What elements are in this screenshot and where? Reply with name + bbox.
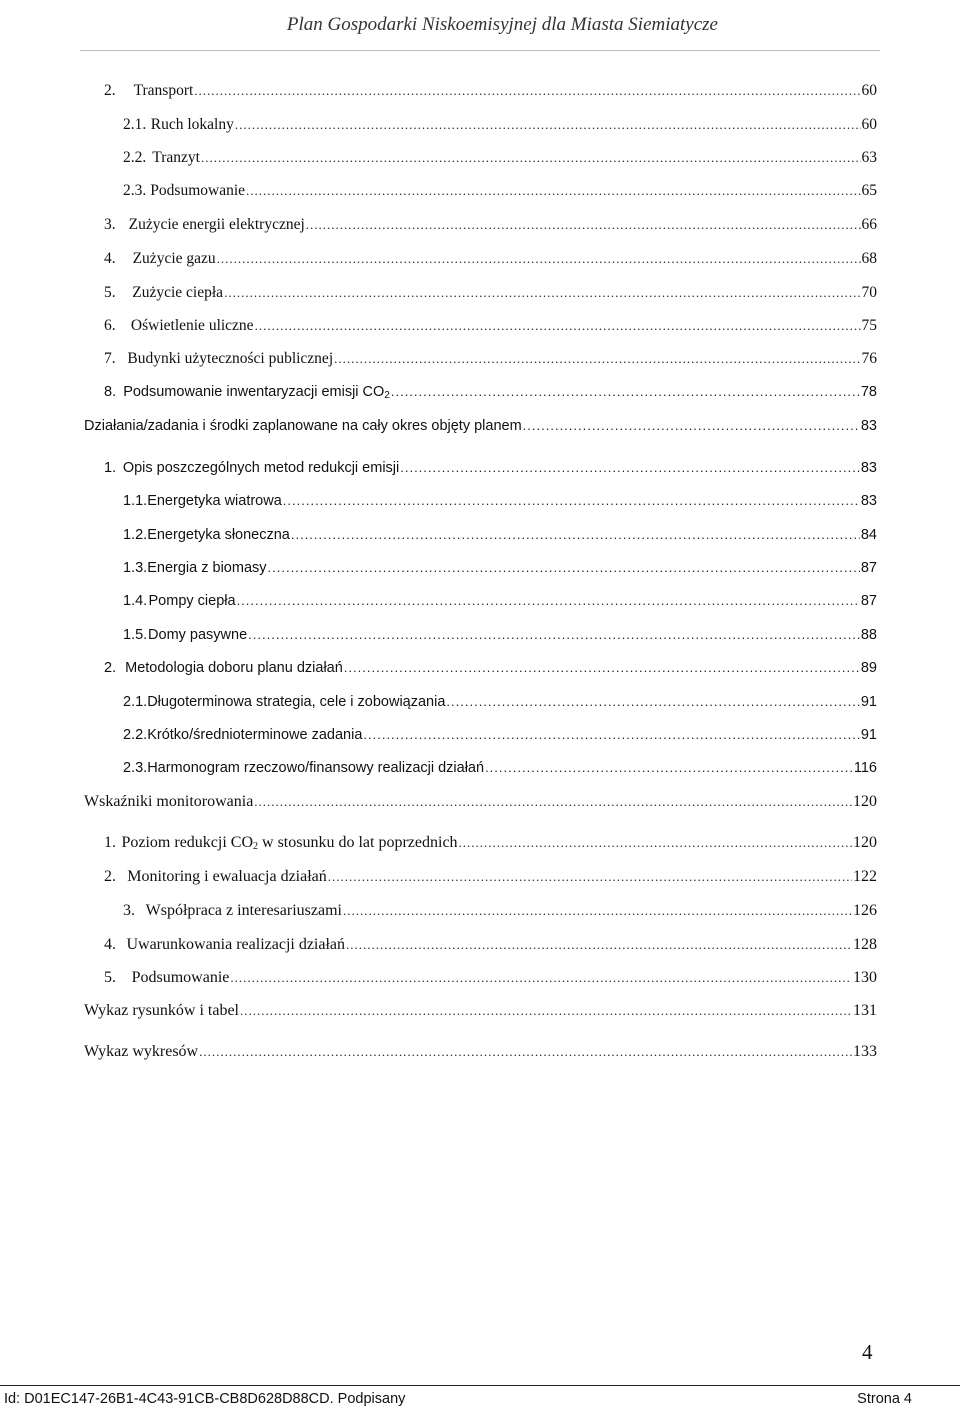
toc-dot-leader bbox=[235, 114, 861, 136]
toc-entry-title-text: Budynki użyteczności publicznej bbox=[127, 350, 334, 367]
toc-entry-subscript: 2 bbox=[384, 390, 390, 401]
toc-entry-number: 1. bbox=[104, 834, 116, 851]
toc-entry[interactable] bbox=[84, 1041, 877, 1063]
toc-entry-page: 83 bbox=[860, 460, 877, 476]
toc-dot-leader bbox=[201, 147, 861, 169]
toc-entry-page: 91 bbox=[860, 694, 877, 710]
toc-entry-title-text: Energia z biomasy bbox=[147, 560, 267, 576]
toc-entry[interactable] bbox=[123, 724, 877, 746]
toc-dot-leader bbox=[230, 967, 852, 989]
toc-entry-page: 78 bbox=[860, 384, 877, 400]
toc-entry-number: 2. bbox=[104, 660, 117, 676]
toc-entry-number: 1.3. bbox=[123, 560, 148, 576]
toc-entry-title bbox=[147, 557, 266, 579]
toc-entry-number: 3. bbox=[104, 216, 116, 233]
toc-entry-number: 2.1. bbox=[123, 116, 147, 133]
toc-dot-leader bbox=[523, 415, 860, 437]
toc-entry-page: 91 bbox=[860, 727, 877, 743]
toc-entry[interactable] bbox=[123, 900, 877, 922]
toc-entry[interactable] bbox=[104, 248, 877, 270]
toc-dot-leader bbox=[254, 791, 852, 813]
toc-entry-number: 2.1. bbox=[123, 694, 148, 710]
toc-entry-title-text: Transport bbox=[133, 82, 194, 99]
footer-divider bbox=[0, 1385, 960, 1386]
toc-entry[interactable] bbox=[104, 282, 877, 304]
toc-entry-page: 60 bbox=[861, 116, 877, 133]
toc-dot-leader bbox=[255, 315, 861, 337]
toc-entry-page: 87 bbox=[860, 593, 877, 609]
toc-dot-leader bbox=[328, 866, 852, 888]
toc-entry[interactable] bbox=[123, 180, 877, 202]
toc-dot-leader bbox=[343, 900, 852, 922]
toc-entry-title bbox=[149, 590, 236, 612]
toc-entry-page: 76 bbox=[861, 350, 877, 367]
toc-entry-title-text: Harmonogram rzeczowo/finansowy realizacji działań bbox=[147, 760, 485, 776]
toc-entry-title-text: Pompy ciepła bbox=[148, 593, 236, 609]
document-header-title: Plan Gospodarki Niskoemisyjnej dla Miasta Siemiatycze bbox=[286, 14, 718, 35]
toc-entry-number: 1.2. bbox=[123, 527, 148, 543]
toc-entry-title bbox=[147, 757, 484, 779]
toc-entry-title bbox=[84, 791, 253, 813]
toc-entry[interactable] bbox=[104, 381, 877, 403]
toc-entry-title bbox=[152, 147, 200, 169]
toc-dot-leader bbox=[346, 934, 852, 956]
toc-entry-title bbox=[126, 934, 345, 956]
toc-entry-number: 2.2. bbox=[123, 727, 148, 743]
toc-entry-title-text: Wykaz wykresów bbox=[84, 1043, 199, 1060]
toc-entry-page: 60 bbox=[861, 82, 877, 99]
toc-entry-number: 2. bbox=[104, 82, 116, 99]
toc-entry-title-text: Zużycie ciepła bbox=[132, 284, 224, 301]
toc-entry-title-text: Podsumowanie inwentaryzacji emisji CO bbox=[123, 384, 385, 400]
toc-entry-title-text: Krótko/średnioterminowe zadania bbox=[147, 727, 363, 743]
toc-entry-number: 4. bbox=[104, 250, 116, 267]
toc-entry[interactable] bbox=[123, 757, 877, 779]
toc-entry-title bbox=[129, 214, 305, 236]
toc-entry-page: 130 bbox=[853, 969, 877, 986]
toc-entry-title bbox=[127, 866, 326, 888]
footer-document-id: Id: D01EC147-26B1-4C43-91CB-CB8D628D88CD. Podpisany bbox=[4, 1391, 406, 1407]
toc-entry-title-text: Oświetlenie uliczne bbox=[130, 317, 254, 334]
toc-entry[interactable] bbox=[123, 524, 877, 546]
toc-entry-title-text: Domy pasywne bbox=[148, 627, 248, 643]
toc-entry-page: 133 bbox=[853, 1043, 877, 1060]
toc-entry-title-text: Opis poszczególnych metod redukcji emisji bbox=[122, 460, 400, 476]
toc-entry-number: 4. bbox=[104, 936, 116, 953]
toc-entry-title bbox=[146, 900, 342, 922]
toc-entry-title bbox=[147, 490, 282, 512]
toc-dot-leader bbox=[306, 214, 861, 236]
toc-entry[interactable] bbox=[123, 590, 877, 612]
toc-dot-leader bbox=[485, 757, 853, 779]
toc-entry-title bbox=[127, 348, 333, 370]
toc-dot-leader bbox=[194, 80, 860, 102]
toc-entry[interactable] bbox=[104, 457, 877, 479]
toc-entry-title bbox=[134, 80, 194, 102]
toc-entry-page: 131 bbox=[853, 1002, 877, 1019]
toc-entry[interactable] bbox=[104, 934, 877, 956]
toc-entry-title-text: Monitoring i ewaluacja działań bbox=[127, 868, 327, 885]
toc-dot-leader bbox=[446, 691, 859, 713]
toc-entry-page: 122 bbox=[853, 868, 877, 885]
toc-entry-title-text: Zużycie gazu bbox=[132, 250, 216, 267]
toc-entry-title-continuation: w stosunku do lat poprzednich bbox=[258, 834, 458, 851]
toc-entry[interactable] bbox=[123, 691, 877, 713]
toc-entry-title-text: Uwarunkowania realizacji działań bbox=[126, 936, 346, 953]
toc-entry-title-text: Działania/zadania i środki zaplanowane na cały okres objęty planem bbox=[84, 418, 522, 434]
toc-entry[interactable] bbox=[123, 624, 877, 646]
toc-entry-title bbox=[132, 282, 223, 304]
toc-dot-leader bbox=[217, 248, 861, 270]
toc-dot-leader bbox=[224, 282, 860, 304]
toc-entry-title-text: Podsumowanie bbox=[150, 182, 246, 199]
toc-entry-page: 83 bbox=[860, 493, 877, 509]
toc-entry-title-text: Energetyka słoneczna bbox=[147, 527, 290, 543]
toc-dot-leader bbox=[248, 624, 860, 646]
toc-entry-title-text: Długoterminowa strategia, cele i zobowiązania bbox=[147, 694, 446, 710]
toc-entry[interactable] bbox=[84, 791, 877, 813]
toc-entry-title-text: Metodologia doboru planu działań bbox=[125, 660, 343, 676]
toc-dot-leader bbox=[199, 1041, 852, 1063]
toc-dot-leader bbox=[291, 524, 860, 546]
toc-dot-leader bbox=[240, 1000, 852, 1022]
toc-entry-title-text: Wykaz rysunków i tabel bbox=[84, 1002, 239, 1019]
toc-entry[interactable] bbox=[104, 80, 877, 102]
toc-entry-title-text: Podsumowanie bbox=[131, 969, 230, 986]
toc-entry-page: 70 bbox=[861, 284, 877, 301]
toc-entry-title bbox=[147, 524, 290, 546]
toc-entry[interactable] bbox=[84, 1000, 877, 1022]
footer-page-label: Strona 4 bbox=[857, 1391, 912, 1407]
page-number: 4 bbox=[862, 1340, 873, 1364]
toc-dot-leader bbox=[334, 348, 860, 370]
toc-entry-subscript: 2 bbox=[253, 841, 259, 852]
toc-entry-title bbox=[121, 832, 457, 858]
toc-dot-leader bbox=[344, 657, 860, 679]
toc-entry-title bbox=[150, 180, 245, 202]
toc-entry[interactable] bbox=[104, 832, 877, 854]
toc-dot-leader bbox=[283, 490, 860, 512]
toc-entry-title-text: Ruch lokalny bbox=[150, 116, 234, 133]
toc-entry-number: 2.3. bbox=[123, 760, 148, 776]
toc-entry-page: 126 bbox=[853, 902, 877, 919]
toc-entry-title bbox=[151, 114, 234, 136]
toc-entry-page: 75 bbox=[861, 317, 877, 334]
toc-entry-number: 1.5. bbox=[123, 627, 148, 643]
toc-entry[interactable] bbox=[104, 348, 877, 370]
toc-entry-number: 6. bbox=[104, 317, 116, 334]
toc-entry-page: 116 bbox=[853, 760, 877, 776]
toc-entry-page: 120 bbox=[853, 793, 877, 810]
toc-entry-number: 2.3. bbox=[123, 182, 147, 199]
toc-entry-title-text: Współpraca z interesariuszami bbox=[145, 902, 342, 919]
toc-entry-page: 66 bbox=[861, 216, 877, 233]
toc-entry-title bbox=[132, 967, 230, 989]
toc-entry-title bbox=[84, 1000, 239, 1022]
toc-entry[interactable] bbox=[104, 315, 877, 337]
toc-entry-page: 84 bbox=[860, 527, 877, 543]
toc-dot-leader bbox=[400, 457, 860, 479]
toc-entry-number: 5. bbox=[104, 284, 116, 301]
toc-entry-title bbox=[84, 1041, 198, 1063]
toc-entry[interactable] bbox=[104, 866, 877, 888]
toc-entry-title bbox=[147, 724, 362, 746]
toc-entry-page: 83 bbox=[860, 418, 877, 434]
toc-dot-leader bbox=[237, 590, 860, 612]
toc-dot-leader bbox=[459, 832, 852, 854]
toc-entry-number: 1. bbox=[104, 460, 117, 476]
toc-dot-leader bbox=[363, 724, 859, 746]
toc-entry[interactable] bbox=[123, 557, 877, 579]
toc-entry-number: 8. bbox=[104, 384, 117, 400]
toc-entry-number: 2. bbox=[104, 868, 116, 885]
toc-entry[interactable] bbox=[104, 214, 877, 236]
toc-entry-page: 63 bbox=[861, 149, 877, 166]
toc-entry-title bbox=[123, 457, 399, 479]
toc-entry[interactable] bbox=[104, 967, 877, 989]
toc-entry-number: 3. bbox=[123, 902, 135, 919]
toc-dot-leader bbox=[391, 381, 860, 403]
toc-entry-title-text: Zużycie energii elektrycznej bbox=[128, 216, 305, 233]
toc-entry-page: 89 bbox=[860, 660, 877, 676]
toc-entry-number: 1.1. bbox=[123, 493, 148, 509]
toc-entry-title-text: Poziom redukcji CO bbox=[121, 834, 254, 851]
toc-entry-title bbox=[133, 248, 216, 270]
toc-entry-title bbox=[125, 657, 343, 679]
toc-entry-number: 5. bbox=[104, 969, 116, 986]
toc-entry-page: 120 bbox=[853, 834, 877, 851]
toc-entry-number: 1.4. bbox=[123, 593, 148, 609]
toc-dot-leader bbox=[246, 180, 860, 202]
toc-entry[interactable] bbox=[123, 490, 877, 512]
toc-entry-title bbox=[84, 415, 522, 437]
toc-entry-title-text: Wskaźniki monitorowania bbox=[84, 793, 254, 810]
toc-entry-title-text: Tranzyt bbox=[152, 149, 200, 166]
toc-entry[interactable] bbox=[123, 147, 877, 169]
toc-entry-page: 68 bbox=[861, 250, 877, 267]
header-divider bbox=[80, 50, 880, 51]
toc-entry-number: 7. bbox=[104, 350, 116, 367]
toc-dot-leader bbox=[268, 557, 860, 579]
toc-entry-title bbox=[147, 691, 445, 713]
toc-entry-title-text: Energetyka wiatrowa bbox=[147, 493, 282, 509]
toc-entry-title bbox=[123, 381, 390, 407]
toc-entry[interactable] bbox=[104, 657, 877, 679]
toc-entry[interactable] bbox=[123, 114, 877, 136]
toc-entry-title bbox=[148, 624, 247, 646]
toc-entry-number: 2.2. bbox=[123, 149, 147, 166]
toc-entry-title bbox=[131, 315, 254, 337]
toc-entry-page: 128 bbox=[853, 936, 877, 953]
toc-entry[interactable] bbox=[84, 415, 877, 437]
toc-entry-page: 65 bbox=[861, 182, 877, 199]
toc-entry-page: 87 bbox=[860, 560, 877, 576]
toc-entry-page: 88 bbox=[860, 627, 877, 643]
